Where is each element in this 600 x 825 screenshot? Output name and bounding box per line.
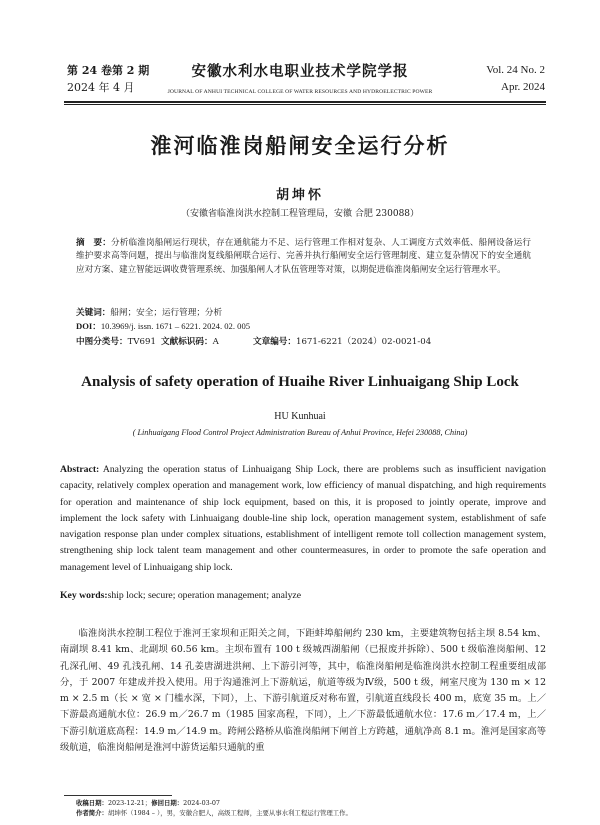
doi-line bbox=[76, 320, 250, 332]
footnote-rule bbox=[64, 795, 172, 796]
classification-line bbox=[76, 335, 536, 347]
clc-label: 中图分类号： bbox=[76, 337, 128, 347]
clc-value: TV691 bbox=[127, 337, 156, 347]
header-rule-thin bbox=[64, 104, 546, 105]
header-right bbox=[486, 62, 545, 96]
volume-issue-en: Vol. 24 No. 2 bbox=[486, 64, 545, 76]
article-title-en: Analysis of safety operation of Huaihe River Linhuaigang Ship Lock bbox=[81, 374, 519, 390]
footnote bbox=[76, 798, 352, 818]
footnote-dates bbox=[76, 798, 352, 808]
keywords-en bbox=[60, 590, 546, 601]
article-number bbox=[253, 335, 431, 347]
journal-name-en: JOURNAL OF ANHUI TECHNICAL COLLEGE OF WATER RESOURCES AND HYDROELECTRIC POWER bbox=[167, 89, 433, 95]
date-cn: 2024 年 4 月 bbox=[67, 81, 135, 94]
abstract-cn bbox=[76, 237, 531, 277]
keywords-cn-label: 关键词： bbox=[76, 308, 111, 318]
clc-code bbox=[76, 335, 156, 347]
keywords-en-text: ship lock; secure; operation management; analyze bbox=[107, 590, 302, 601]
header-center bbox=[130, 60, 470, 95]
article-number-label: 文章编号： bbox=[253, 337, 296, 347]
affiliation-en: ( Linhuaigang Flood Control Project Administration Bureau of Anhui Province, Hefei 230088, China) bbox=[132, 428, 468, 437]
author-name-en: HU Kunhuai bbox=[274, 411, 326, 422]
header-rule-thick bbox=[64, 101, 546, 103]
author-bio-text: 胡坤怀（1984 – ），男，安徽合肥人，高级工程师，主要从事水利工程运行管理工作。 bbox=[107, 809, 352, 817]
author-bio-label: 作者简介： bbox=[76, 809, 108, 817]
revised-date: 2024-03-07 bbox=[183, 799, 221, 807]
volume-issue-cn: 第 24 卷第 2 期 bbox=[67, 64, 150, 77]
revised-label: 修回日期： bbox=[151, 799, 184, 807]
keywords-cn bbox=[76, 306, 222, 318]
article-number-value: 1671-6221（2024）02-0021-04 bbox=[295, 337, 432, 347]
affiliation-cn: （安徽省临淮岗洪水控制工程管理局，安徽 合肥 230088） bbox=[180, 209, 420, 219]
keywords-en-label: Key words: bbox=[60, 590, 108, 601]
abstract-en-label: Abstract: bbox=[60, 464, 100, 475]
abstract-cn-text: 分析临淮岗船闸运行现状，存在通航能力不足、运行管理工作相对复杂、人工调度方式效率低、船闸设备运行维护要求高等问题，提出与临淮岗复线船闸联合运行、完善并执行船闸安全运行管理制度、建立复杂情况下的安全通航应对方案、建立智能远调收费管理系统、加强船闸人才队伍管理等对策，以期促进临淮岗船闸安全运行管理水平。 bbox=[76, 238, 531, 275]
doc-code-value: A bbox=[212, 337, 219, 347]
author-name-cn: 胡坤怀 bbox=[275, 188, 324, 203]
body-paragraph: 临淮岗洪水控制工程位于淮河王家坝和正阳关之间，下距蚌埠船闸约 230 km，主要建筑物包括主坝 8.54 km、南副坝 8.41 km、北副坝 60.56 km。主坝布置有 100 t 级城西湖船闸（已报废并拆除）、500 t 级临淮岗船闸、12 孔深孔闸、49 孔浅孔闸、14 孔姜唐湖进洪闸、上下游引河等，其中，临淮岗船闸是临淮岗洪水控制工程重要组成部分，于 2007 年建成并投入使用。用于沟通淮河上下游航运，航道等级为Ⅳ级，500 t 级，闸室尺度为 130 m × 12 m × 2.5 m（长 × 宽 × 门槛水深，下同），上、下游引航道反对称布置，引航道直线段长 400 m，底宽 35 m。上／下游最高通航水位：26.9 m／26.7 m（1985 国家高程，下同），上／下游最低通航水位：17.6 m／17.4 m，上／下游引航道底高程：14.9 m／14.9 m。跨闸公路桥从临淮岗船闸下闸首上方跨越，通航净高 8.1 m。淮河是国家高等级航道，临淮岗船闸是淮河中游货运船只通航的重 bbox=[60, 628, 546, 754]
footnote-author-bio bbox=[76, 808, 352, 818]
article-title-cn: 淮河临淮岗船闸安全运行分析 bbox=[150, 133, 450, 158]
doi-label: DOI： bbox=[76, 321, 101, 331]
abstract-en bbox=[60, 462, 546, 576]
doi-value: 10.3969/j. issn. 1671 – 6221. 2024. 02. 005 bbox=[100, 321, 251, 331]
journal-name-cn: 安徽水利水电职业技术学院学报 bbox=[191, 63, 409, 80]
keywords-cn-text: 船闸；安全；运行管理；分析 bbox=[110, 308, 223, 318]
document-code bbox=[161, 335, 219, 347]
abstract-cn-label: 摘 要： bbox=[76, 238, 112, 248]
doc-code-label: 文献标识码： bbox=[161, 337, 213, 347]
received-label: 收稿日期： bbox=[76, 799, 108, 807]
date-en: Apr. 2024 bbox=[501, 81, 545, 93]
received-date: 2023-12-21； bbox=[107, 799, 152, 807]
abstract-en-text: Analyzing the operation status of Linhuaigang Ship Lock, there are problems such as insufficient navigation capacity, relatively complex operation and management work, low efficiency of manual dispatching, and high requirements for operation and maintenance of ship lock equipment, based on this, it is proposed to jointly operate, improve and implement the lock safety with Linhuaigang double-line ship lock, operation management system, establishment of safe navigation response plan under complex situations, establishment of intelligent remote toll collection management system, strengthening ship lock talent team management and other countermeasures, in order to promote the safe operation and management level of Linhuaigang ship lock. bbox=[60, 464, 546, 573]
